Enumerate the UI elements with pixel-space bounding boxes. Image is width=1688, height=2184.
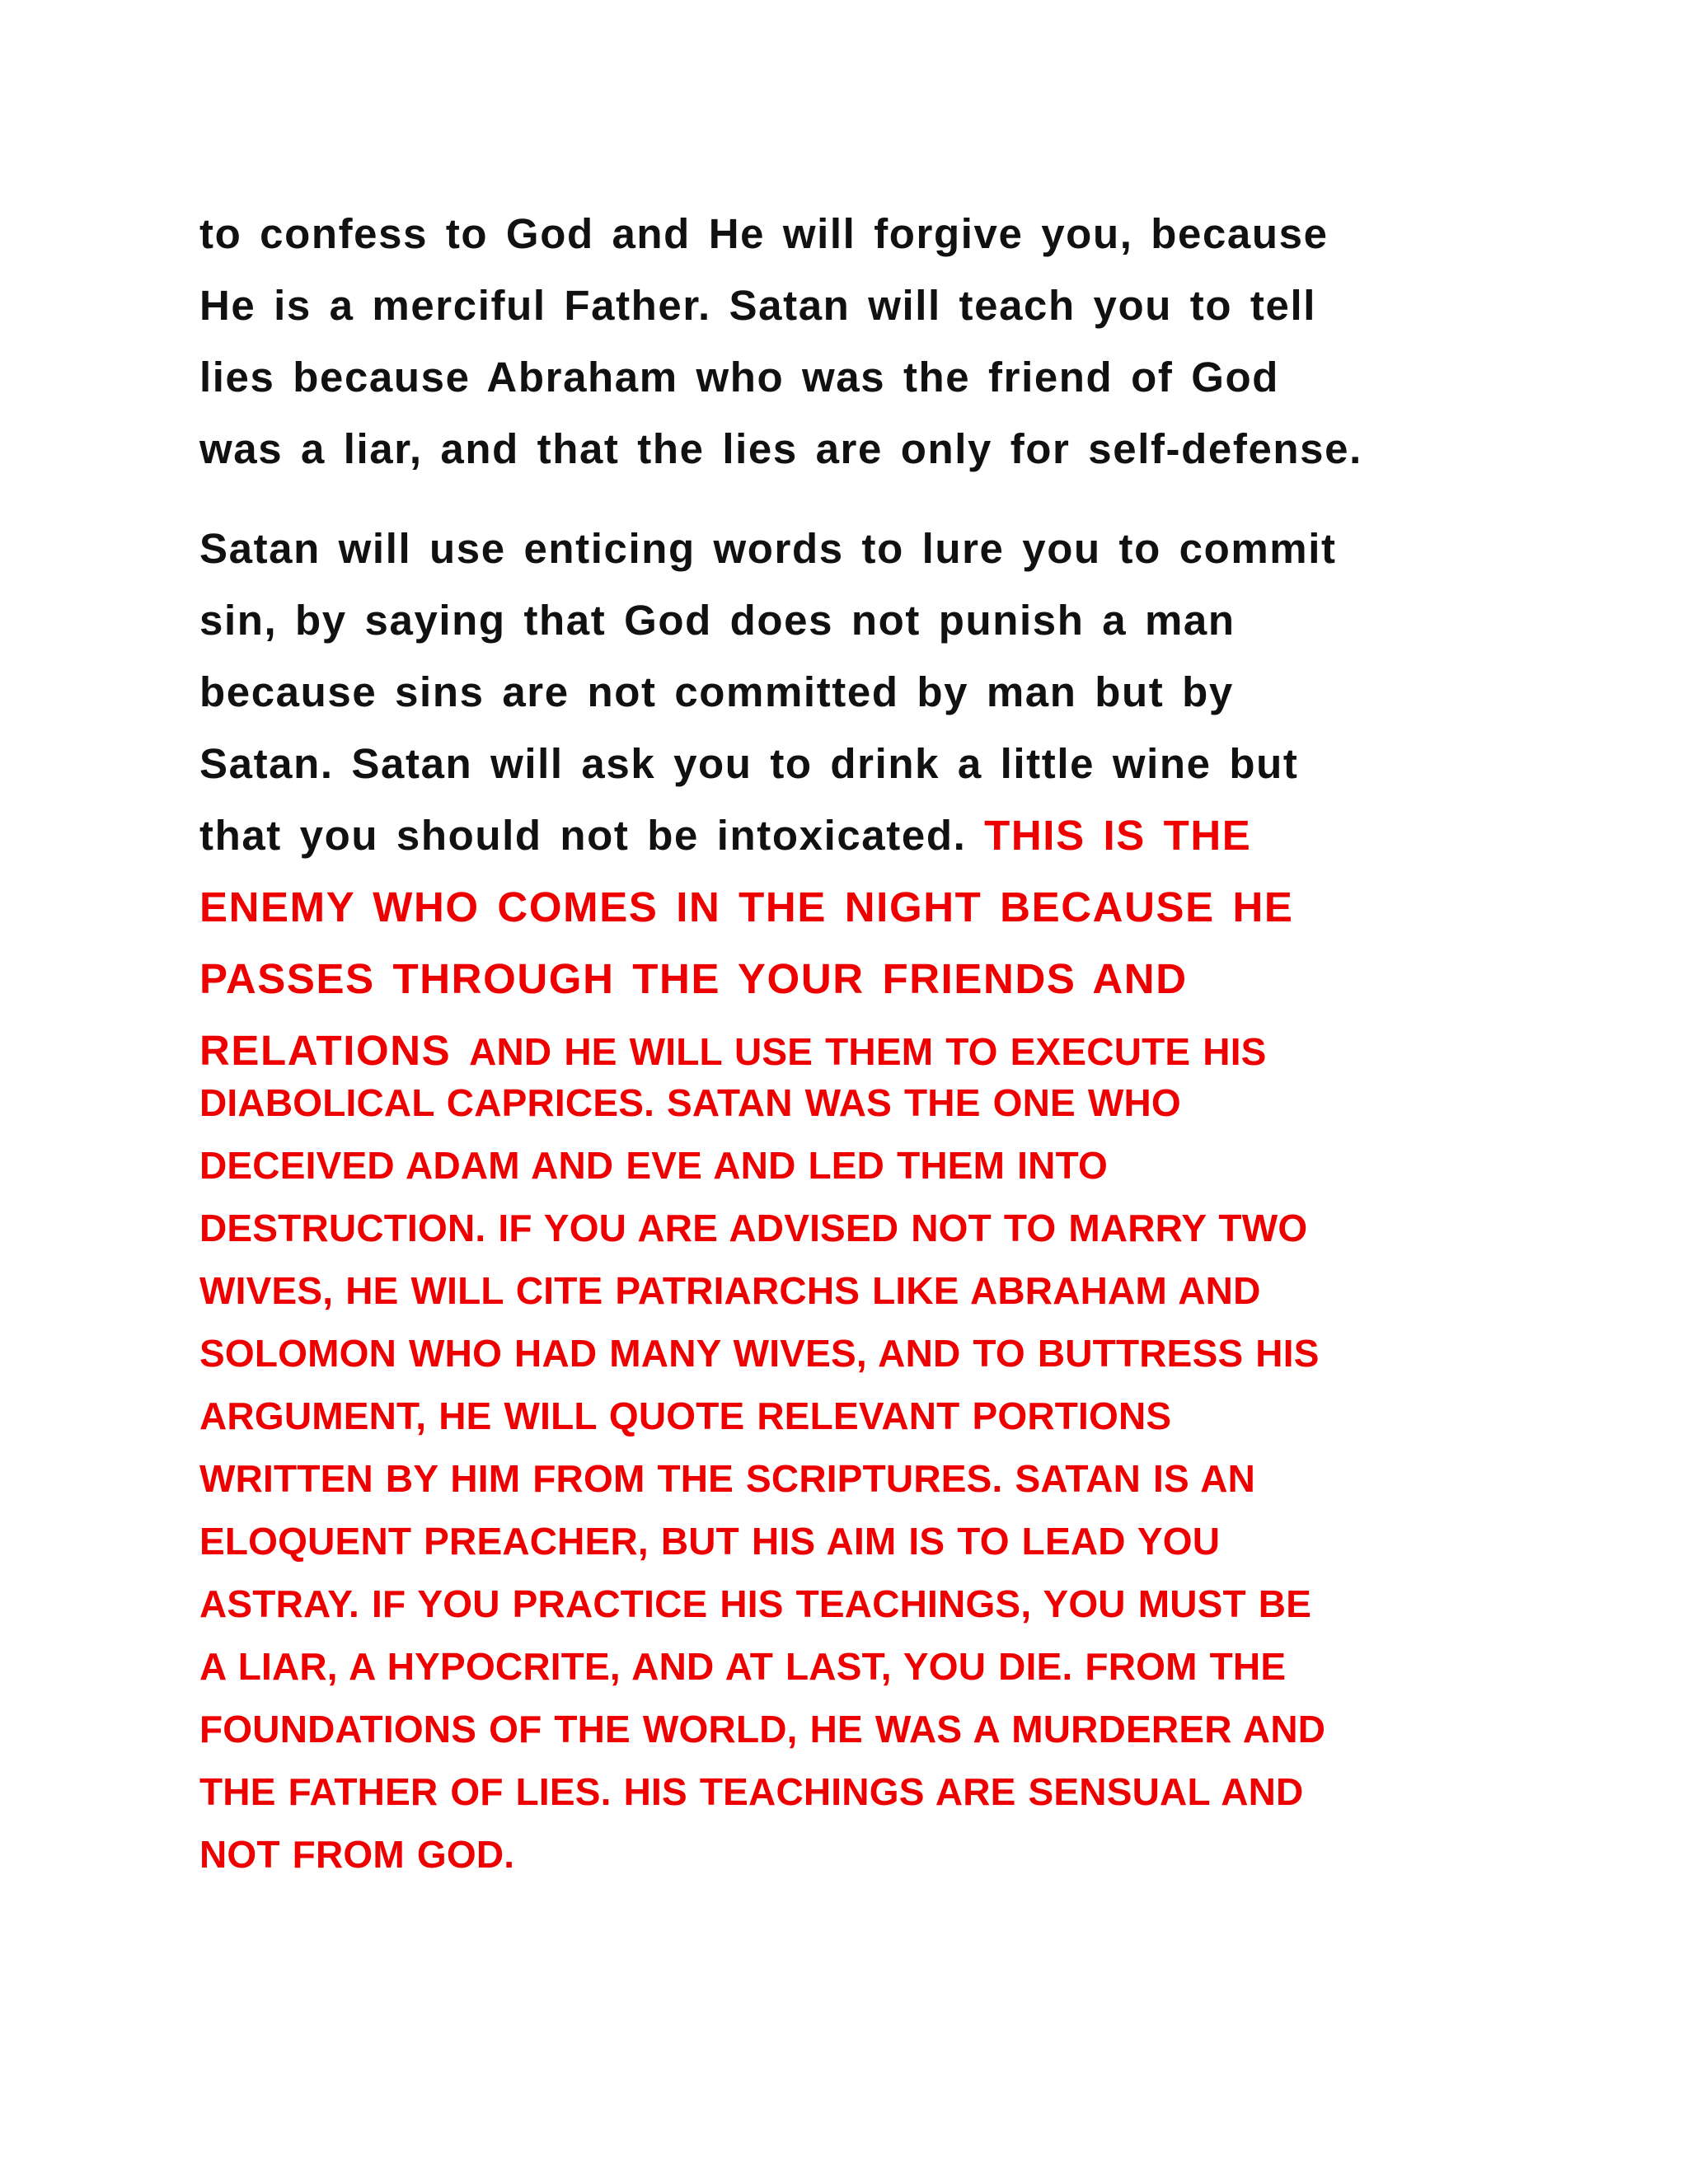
highlighted-line: ARGUMENT, HE WILL QUOTE RELEVANT PORTIONS xyxy=(199,1394,1172,1437)
highlighted-line: ELOQUENT PREACHER, BUT HIS AIM IS TO LEAD YOU xyxy=(199,1520,1221,1563)
highlighted-text: AND HE WILL USE THEM TO EXECUTE HIS xyxy=(469,1030,1267,1073)
highlighted-line: THE FATHER OF LIES. HIS TEACHINGS ARE SENSUAL AND xyxy=(199,1770,1304,1813)
paragraph-line: to confess to God and He will forgive you, because xyxy=(199,210,1329,257)
highlighted-line: A LIAR, A HYPOCRITE, AND AT LAST, YOU DIE. FROM THE xyxy=(199,1645,1287,1688)
highlighted-line: WRITTEN BY HIM FROM THE SCRIPTURES. SATAN IS AN xyxy=(199,1457,1256,1500)
paragraph-line: lies because Abraham who was the friend of God xyxy=(199,354,1279,401)
paragraph-line: because sins are not committed by man but by xyxy=(199,668,1234,715)
paragraph-text: that you should not be intoxicated. xyxy=(199,812,967,859)
highlighted-text: RELATIONS xyxy=(199,1027,452,1074)
highlighted-line: DIABOLICAL CAPRICES. SATAN WAS THE ONE WHO xyxy=(199,1081,1181,1124)
paragraph-1 xyxy=(199,198,1485,485)
highlighted-line: DESTRUCTION. IF YOU ARE ADVISED NOT TO MARRY TWO xyxy=(199,1207,1308,1249)
paragraph-line: was a liar, and that the lies are only for self-defense. xyxy=(199,425,1362,472)
paragraph-line: Satan. Satan will ask you to drink a little wine but xyxy=(199,740,1299,787)
highlighted-paragraph xyxy=(199,1071,1502,1886)
highlighted-line: ENEMY WHO COMES IN THE NIGHT BECAUSE HE xyxy=(199,883,1294,930)
highlighted-line: FOUNDATIONS OF THE WORLD, HE WAS A MURDERER AND xyxy=(199,1708,1326,1750)
mixed-line xyxy=(199,799,1485,871)
paragraph-line: He is a merciful Father. Satan will teach you to tell xyxy=(199,282,1316,329)
highlighted-text: THIS IS THE xyxy=(984,812,1252,859)
highlighted-line: WIVES, HE WILL CITE PATRIARCHS LIKE ABRAHAM AND xyxy=(199,1269,1261,1312)
highlighted-line: DECEIVED ADAM AND EVE AND LED THEM INTO xyxy=(199,1144,1109,1187)
paragraph-line: Satan will use enticing words to lure you to commit xyxy=(199,525,1337,572)
highlighted-line: ASTRAY. IF YOU PRACTICE HIS TEACHINGS, YOU MUST BE xyxy=(199,1582,1312,1625)
paragraph-line: sin, by saying that God does not punish a man xyxy=(199,597,1236,644)
highlighted-line: NOT FROM GOD. xyxy=(199,1833,515,1876)
paragraph-2 xyxy=(199,513,1485,1088)
highlighted-line: SOLOMON WHO HAD MANY WIVES, AND TO BUTTRESS HIS xyxy=(199,1332,1320,1375)
highlighted-line: PASSES THROUGH THE YOUR FRIENDS AND xyxy=(199,955,1188,1002)
